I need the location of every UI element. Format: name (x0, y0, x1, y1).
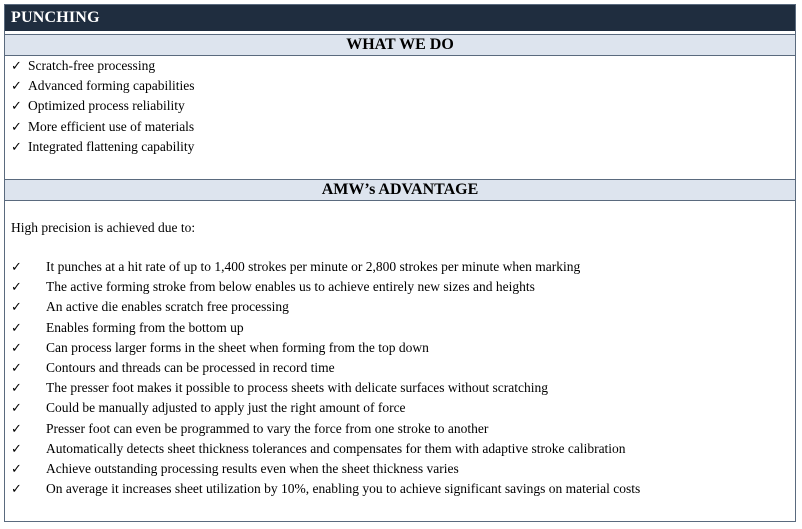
checkmark-icon: ✓ (11, 380, 22, 396)
panel-title: PUNCHING (5, 5, 795, 31)
checkmark-icon: ✓ (11, 481, 22, 497)
checkmark-icon: ✓ (11, 420, 22, 436)
checkmark-icon: ✓ (11, 259, 22, 274)
checkmark-icon: ✓ (11, 78, 22, 94)
checkmark-icon: ✓ (11, 460, 22, 476)
punching-panel: PUNCHING WHAT WE DO ✓ Scratch-free processing ✓ Advanced forming capabilities ✓ Optimized process reliability ✓ More efficient use of materials ✓ Integrated flattening capability AMW’s ADVANTAGE High precision is achieved due to: ✓ It punches at a hit rate of up to 1,400 strokes per minute or 2,800 strokes per minute when marking ✓ The active forming stroke from below enables us to achieve entirely new sizes and heights ✓ An active die enables scratch free processing ✓ Enables forming from the bottom up ✓ Can process larger forms in the sheet when forming from the top down ✓ Contours and threads can be processed in record time ✓ The presser foot makes it possible to process sheets with delicate surfaces without scratching ✓ Could be manually adjusted to apply just the right amount of force ✓ Presser foot can even be programmed to vary the force from one stroke to another ✓ Automatically detects sheet thickness tolerances and compensates for them with adaptive stroke calibration ✓ Achieve outstanding processing results even when the sheet thickness varies ✓ On average it increases sheet utilization by 10%, enabling you to achieve significant savings on material costs (4, 4, 796, 522)
advantage-intro: High precision is achieved due to: (11, 220, 196, 235)
checkmark-icon: ✓ (11, 299, 22, 315)
checkmark-icon: ✓ (11, 118, 22, 134)
advantage-heading: AMW’s ADVANTAGE (5, 179, 795, 201)
checkmark-icon: ✓ (11, 339, 22, 355)
checkmark-icon: ✓ (11, 279, 22, 295)
what-we-do-heading: WHAT WE DO (5, 34, 795, 56)
checkmark-icon: ✓ (11, 319, 22, 335)
checkmark-icon: ✓ (11, 98, 22, 114)
checkmark-icon: ✓ (11, 359, 22, 375)
checkmark-icon: ✓ (11, 58, 22, 73)
checkmark-icon: ✓ (11, 400, 22, 416)
checkmark-icon: ✓ (11, 440, 22, 456)
checkmark-icon: ✓ (11, 138, 22, 154)
